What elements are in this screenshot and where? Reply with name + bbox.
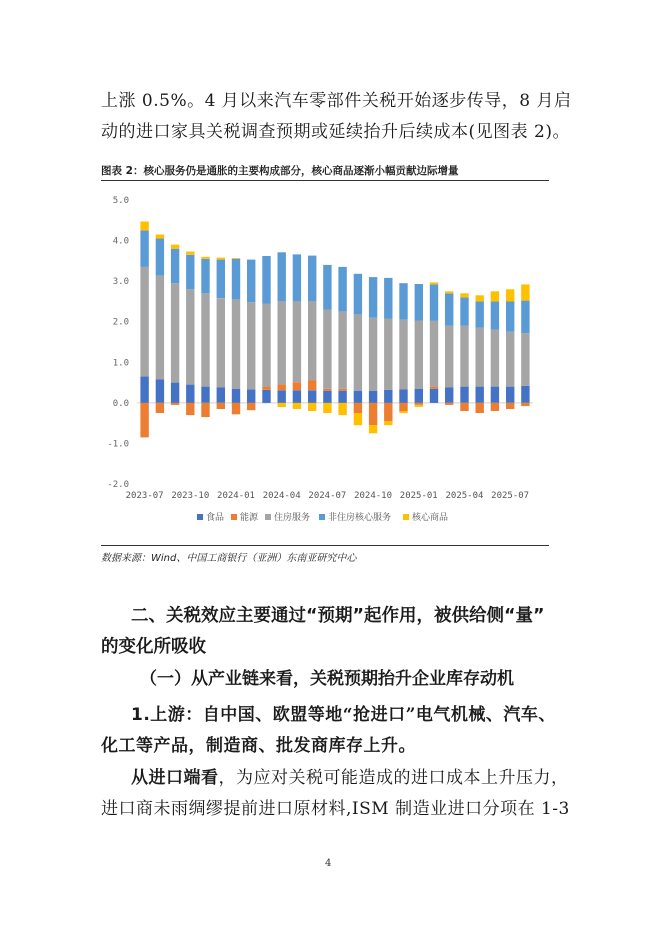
bar-segment	[232, 389, 240, 403]
bar-segment	[323, 310, 331, 389]
bar-segment	[232, 403, 240, 414]
bar-segment	[354, 314, 362, 390]
bar-segment	[476, 387, 484, 403]
bar-segment	[476, 328, 484, 387]
bar-segment	[140, 403, 148, 438]
y-tick-label: -2.0	[107, 480, 129, 490]
bar-segment	[278, 390, 286, 403]
bar-segment	[323, 391, 331, 403]
bar-segment	[217, 387, 225, 402]
bar-segment	[293, 301, 301, 382]
bar-segment	[415, 284, 423, 321]
bar-segment	[338, 267, 346, 312]
item-1-text: ：自中国、欧盟等地“抢进口”电气机械、汽车、	[185, 705, 556, 725]
bar-segment	[293, 390, 301, 403]
item-1-lead: 1.上游	[131, 705, 186, 725]
legend-swatch	[197, 514, 203, 520]
body-line-2: 动的进口家具关税调查预期或延续抬升后续成本(见图表 2)。	[101, 122, 570, 142]
chart-bars	[140, 222, 529, 438]
bar-segment	[186, 252, 194, 255]
bar-segment	[415, 405, 423, 407]
x-tick-label: 2024-01	[217, 491, 255, 501]
x-tick-label: 2023-10	[171, 491, 210, 501]
bar-segment	[430, 387, 438, 389]
bar-segment	[491, 403, 499, 411]
bar-segment	[140, 267, 148, 377]
bar-segment	[415, 389, 423, 403]
bar-segment	[262, 256, 270, 304]
paragraph-lead: 从进口端看	[131, 768, 219, 788]
bar-segment	[338, 403, 346, 415]
bar-segment	[171, 245, 179, 249]
legend-label: 住房服务	[274, 513, 311, 523]
x-axis	[126, 491, 529, 501]
legend-swatch	[319, 514, 325, 520]
bar-segment	[460, 387, 468, 403]
x-tick-label: 2024-04	[262, 491, 301, 501]
bar-segment	[232, 258, 240, 259]
bar-segment	[430, 284, 438, 321]
body-line-1: 上涨 0.5%。4 月以来汽车零部件关税开始逐步传导，8 月启	[101, 91, 572, 111]
bar-segment	[186, 403, 194, 415]
bar-segment	[430, 282, 438, 284]
bar-segment	[399, 283, 407, 320]
bar-segment	[186, 255, 194, 289]
bar-segment	[201, 387, 209, 403]
y-axis	[107, 196, 129, 490]
figure-top-rule	[101, 180, 549, 181]
bar-segment	[491, 291, 499, 301]
bar-segment	[445, 326, 453, 388]
bar-segment	[156, 235, 164, 239]
bar-segment	[293, 382, 301, 390]
bar-segment	[140, 377, 148, 403]
y-tick-label: 0.0	[112, 398, 129, 409]
bar-segment	[460, 297, 468, 325]
y-tick-label: -1.0	[107, 439, 129, 450]
bar-segment	[338, 389, 346, 391]
bar-segment	[140, 230, 148, 267]
item-1-line-2-text: 化工等产品，制造商、批发商库存上升。	[101, 736, 416, 756]
bar-segment	[506, 289, 514, 301]
section-heading-line-2: 的变化所吸收	[101, 637, 206, 657]
bar-segment	[186, 385, 194, 403]
bar-segment	[415, 321, 423, 389]
bar-segment	[384, 390, 392, 403]
bar-segment	[338, 312, 346, 389]
bar-segment	[369, 425, 377, 433]
bar-segment	[384, 278, 392, 319]
legend-label: 核心商品	[412, 513, 449, 523]
legend-swatch	[403, 514, 409, 520]
bar-segment	[399, 403, 407, 411]
bar-segment	[399, 390, 407, 403]
bar-segment	[308, 390, 316, 403]
bar-segment	[491, 330, 499, 387]
bar-segment	[171, 283, 179, 382]
bar-segment	[369, 391, 377, 403]
bar-segment	[278, 301, 286, 384]
y-tick-label: 5.0	[112, 196, 129, 206]
figure-source: 数据来源：Wind、中国工商银行（亚洲）东南亚研究中心	[101, 553, 357, 564]
legend-swatch	[265, 514, 271, 520]
bar-segment	[338, 391, 346, 403]
bar-segment	[308, 301, 316, 380]
bar-segment	[217, 258, 225, 260]
bar-segment	[445, 403, 453, 405]
bar-segment	[247, 260, 255, 303]
bar-segment	[201, 259, 209, 294]
bar-segment	[521, 403, 529, 406]
bar-segment	[506, 332, 514, 387]
bar-segment	[460, 326, 468, 387]
bar-segment	[369, 277, 377, 318]
bar-segment	[171, 383, 179, 403]
bar-segment	[201, 293, 209, 386]
bar-segment	[445, 387, 453, 402]
bar-segment	[354, 274, 362, 315]
x-tick-label: 2025-01	[399, 491, 438, 501]
bar-segment	[156, 276, 164, 380]
bar-segment	[247, 390, 255, 403]
bar-segment	[140, 222, 148, 231]
bar-segment	[369, 318, 377, 391]
bar-segment	[506, 403, 514, 409]
bar-segment	[506, 387, 514, 403]
x-tick-label: 2024-10	[354, 491, 393, 501]
item-1-line-2	[101, 731, 567, 761]
bar-segment	[521, 386, 529, 403]
bar-segment	[354, 413, 362, 425]
legend-label: 非住房核心服务	[328, 513, 392, 523]
x-tick-label: 2023-07	[125, 491, 164, 501]
subsection-heading: （一）从产业链来看，关税预期抬升企业库存动机	[140, 669, 514, 689]
bar-segment	[232, 299, 240, 388]
bar-segment	[445, 291, 453, 293]
figure-title: 图表 2：核心服务仍是通胀的主要构成部分，核心商品逐渐小幅贡献边际增量	[101, 165, 459, 177]
y-tick-label: 3.0	[112, 277, 129, 288]
bar-segment	[293, 254, 301, 301]
bar-segment	[506, 301, 514, 331]
bar-segment	[491, 301, 499, 329]
bar-segment	[521, 301, 529, 334]
bar-segment	[308, 380, 316, 390]
bar-segment	[354, 403, 362, 413]
bar-segment	[262, 304, 270, 387]
x-tick-label: 2025-07	[491, 491, 530, 501]
bar-segment	[521, 284, 529, 300]
figure-bottom-rule	[101, 545, 549, 546]
bar-segment	[384, 403, 392, 421]
bar-segment	[156, 379, 164, 403]
bar-segment	[384, 319, 392, 390]
bar-segment	[308, 403, 316, 411]
x-tick-label: 2025-04	[445, 491, 484, 501]
page-number: 4	[325, 858, 332, 869]
bar-segment	[293, 403, 301, 409]
item-1-line-1	[131, 700, 567, 730]
bar-segment	[460, 403, 468, 411]
bar-segment	[156, 403, 164, 413]
bar-segment	[445, 293, 453, 326]
bar-segment	[247, 403, 255, 410]
bar-segment	[278, 252, 286, 301]
bar-segment	[476, 301, 484, 327]
bar-segment	[156, 239, 164, 276]
bar-segment	[186, 289, 194, 384]
bar-segment	[399, 320, 407, 390]
y-tick-label: 1.0	[112, 358, 129, 369]
bar-segment	[476, 295, 484, 301]
bar-segment	[460, 293, 468, 297]
bar-segment	[384, 421, 392, 425]
bar-segment	[476, 403, 484, 413]
bar-segment	[217, 403, 225, 409]
y-tick-label: 4.0	[112, 236, 129, 247]
bar-segment	[323, 389, 331, 391]
bar-segment	[171, 403, 179, 405]
bar-segment	[323, 265, 331, 310]
bar-segment	[262, 390, 270, 403]
bar-segment	[415, 403, 423, 405]
bar-segment	[491, 387, 499, 403]
bar-segment	[247, 302, 255, 389]
paragraph-text-1: ，为应对关税可能造成的进口成本上升压力，	[218, 768, 569, 788]
bar-segment	[278, 403, 286, 407]
bar-segment	[201, 403, 209, 417]
bar-segment	[217, 260, 225, 299]
bar-segment	[430, 321, 438, 387]
legend-swatch	[231, 514, 237, 520]
stacked-bar-chart	[101, 182, 549, 542]
bar-segment	[521, 333, 529, 386]
bar-segment	[278, 384, 286, 390]
legend-label: 食品	[206, 513, 225, 523]
paragraph-line-1	[131, 763, 567, 793]
bar-segment	[171, 249, 179, 284]
section-heading-line-1: 二、关税效应主要通过“预期”起作用，被供给侧“量”	[131, 606, 545, 626]
bar-segment	[430, 389, 438, 403]
chart-legend	[197, 511, 448, 523]
paragraph-line-2: 进口商未雨绸缪提前进口原材料,ISM 制造业进口分项在 1-3	[101, 799, 570, 819]
legend-label: 能源	[240, 513, 259, 523]
bar-segment	[217, 298, 225, 387]
bar-segment	[201, 257, 209, 259]
bar-segment	[232, 259, 240, 300]
bar-segment	[308, 256, 316, 301]
y-tick-label: 2.0	[112, 317, 129, 328]
bar-segment	[354, 391, 362, 403]
bar-segment	[323, 403, 331, 413]
bar-segment	[369, 403, 377, 425]
bar-segment	[262, 387, 270, 390]
x-tick-label: 2024-07	[308, 491, 347, 501]
bar-segment	[399, 411, 407, 413]
